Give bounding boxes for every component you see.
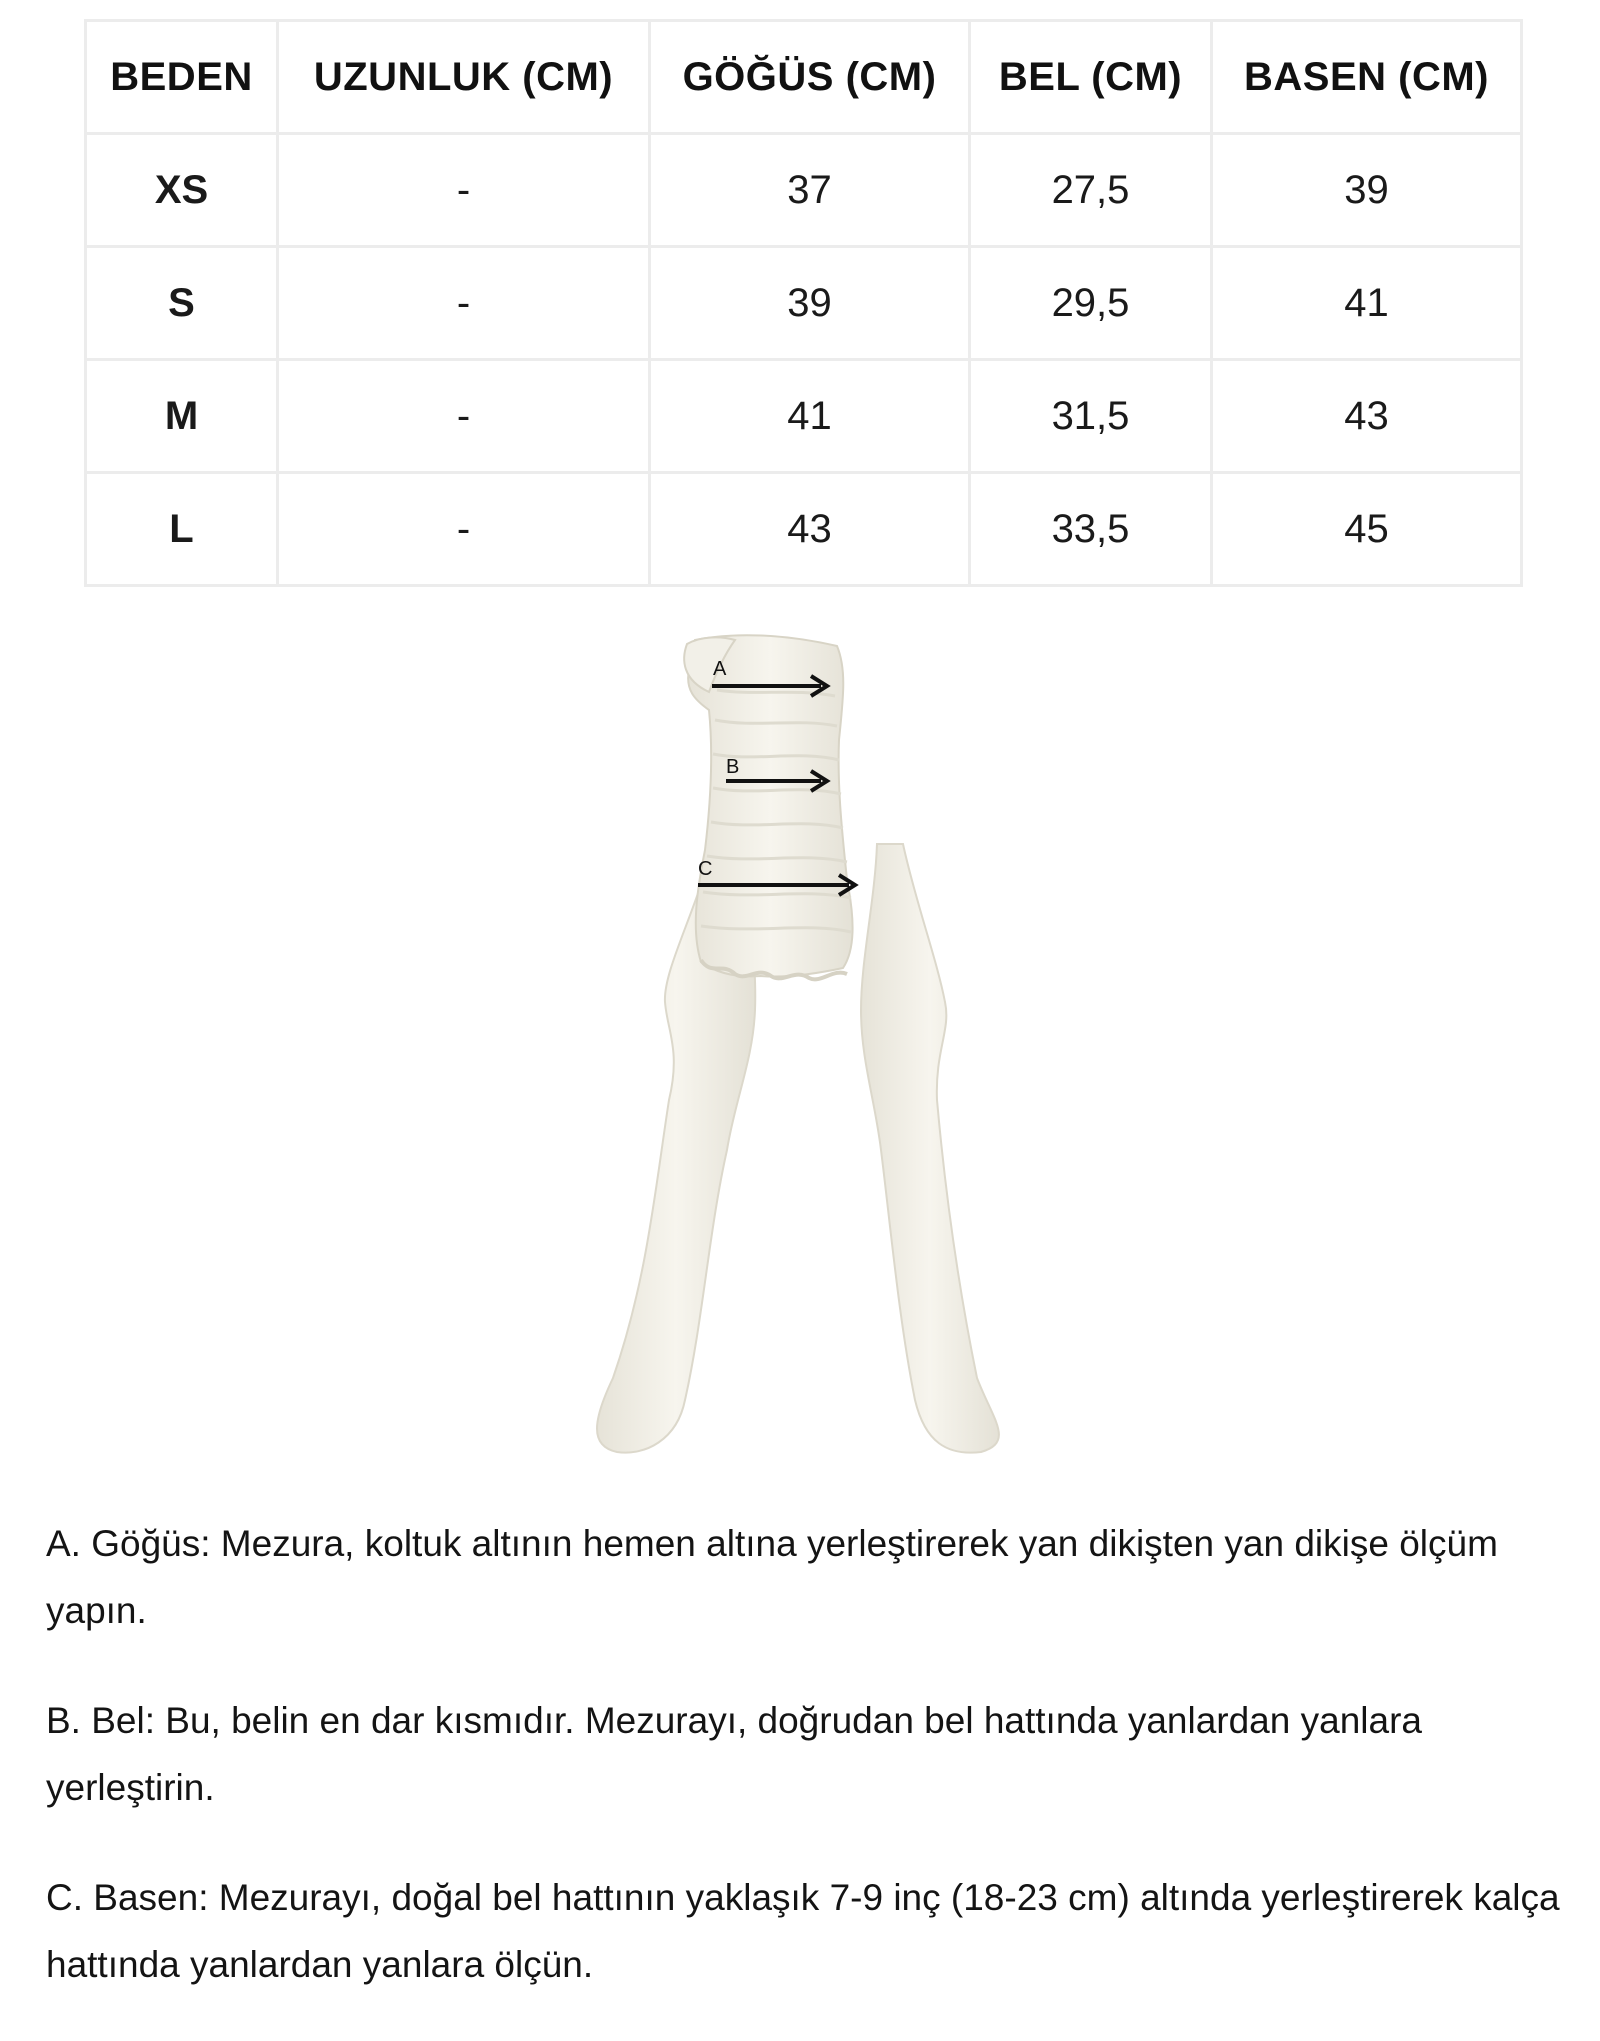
length-cell: - [278, 473, 650, 586]
header-waist: BEL (CM) [970, 21, 1212, 134]
header-hip: BASEN (CM) [1212, 21, 1522, 134]
length-cell: - [278, 360, 650, 473]
waist-cell: 31,5 [970, 360, 1212, 473]
waist-cell: 33,5 [970, 473, 1212, 586]
size-cell: S [86, 247, 278, 360]
hip-cell: 45 [1212, 473, 1522, 586]
hip-cell: 39 [1212, 134, 1522, 247]
header-size: BEDEN [86, 21, 278, 134]
measurement-notes [46, 1510, 1566, 2041]
table-row [86, 473, 1522, 586]
size-chart-table [84, 19, 1523, 587]
chest-cell: 43 [650, 473, 970, 586]
chest-cell: 41 [650, 360, 970, 473]
waist-cell: 27,5 [970, 134, 1212, 247]
size-cell: M [86, 360, 278, 473]
table-header-row [86, 21, 1522, 134]
table-row [86, 247, 1522, 360]
header-chest: GÖĞÜS (CM) [650, 21, 970, 134]
length-cell: - [278, 134, 650, 247]
table-row [86, 134, 1522, 247]
table-row [86, 360, 1522, 473]
marker-a: A [713, 658, 727, 680]
marker-c: C [698, 858, 713, 880]
note-waist: B. Bel: Bu, belin en dar kısmıdır. Mezurayı, doğrudan bel hattında yanlardan yanlara yerleştirin. [46, 1700, 1422, 1808]
note-hip: C. Basen: Mezurayı, doğal bel hattının yaklaşık 7-9 inç (18-23 cm) altında yerleştirerek kalça hattında yanlardan yanlara ölçün. [46, 1877, 1560, 1985]
size-cell: L [86, 473, 278, 586]
size-cell: XS [86, 134, 278, 247]
marker-b: B [726, 756, 740, 778]
hip-cell: 41 [1212, 247, 1522, 360]
right-sleeve-panel [861, 844, 999, 1453]
waist-cell: 29,5 [970, 247, 1212, 360]
chest-cell: 37 [650, 134, 970, 247]
note-chest: A. Göğüs: Mezura, koltuk altının hemen altına yerleştirerek yan dikişten yan dikişe ölçüm yapın. [46, 1523, 1498, 1631]
garment-illustration [585, 630, 1025, 1460]
hip-cell: 43 [1212, 360, 1522, 473]
length-cell: - [278, 247, 650, 360]
header-length: UZUNLUK (CM) [278, 21, 650, 134]
chest-cell: 39 [650, 247, 970, 360]
